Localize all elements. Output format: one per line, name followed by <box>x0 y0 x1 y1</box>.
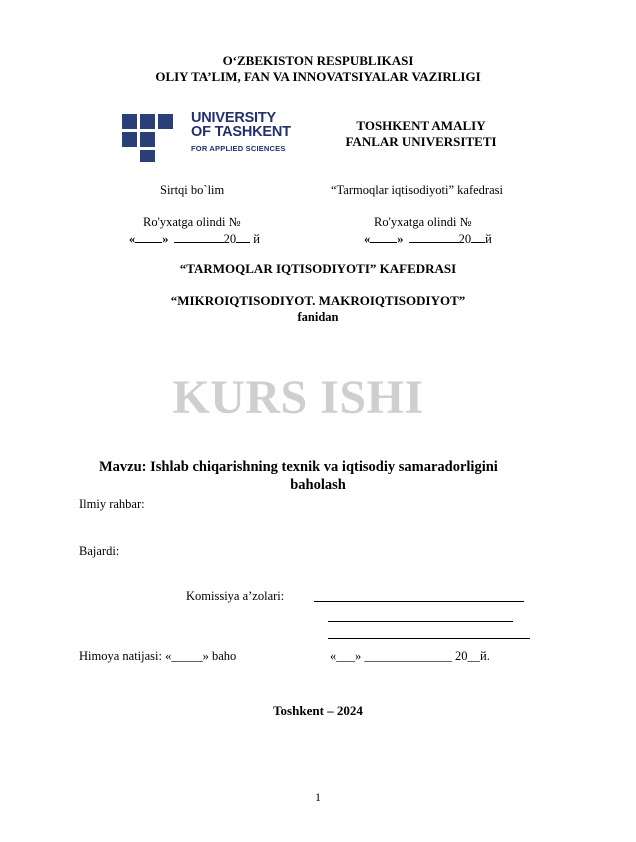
commission-line-2 <box>328 621 513 622</box>
right-dept: “Tarmoqlar iqtisodiyoti” kafedrasi <box>331 183 503 197</box>
defense-date: «___» ______________ 20__й. <box>330 649 490 663</box>
university-name-2: FANLAR UNIVERSITETI <box>345 134 497 149</box>
defense-result: Himoya natijasi: «_____» baho <box>79 649 237 663</box>
commission-label: Komissiya a’zolari: <box>186 589 285 603</box>
logo-wordmark <box>191 110 291 161</box>
subject-title: “MIKROIQTISODIYOT. MAKROIQTISODIYOT” <box>170 293 466 308</box>
left-date: « » 20 й <box>129 232 260 246</box>
topic-label: Mavzu: <box>99 459 147 475</box>
topic-text-1: Ishlab chiqarishning texnik va iqtisodiy samaradorligini <box>150 459 498 475</box>
topic-line-2: baholash <box>290 477 346 493</box>
kafedra-title: “TARMOQLAR IQTISODIYOTI” KAFEDRASI <box>179 261 457 276</box>
ministry-line-1: O‘ZBEKISTON RESPUBLIKASI <box>222 53 414 68</box>
logo-squares-icon <box>122 114 178 162</box>
subject-caption: fanidan <box>297 310 339 324</box>
performer-label: Bajardi: <box>79 544 120 558</box>
page-number: 1 <box>315 790 321 804</box>
right-registered: Ro'yxatga olindi № <box>374 215 472 229</box>
commission-line-1 <box>314 601 524 602</box>
city-year: Toshkent – 2024 <box>273 703 363 718</box>
logo-line-3: FOR APPLIED SCIENCES <box>191 144 286 153</box>
logo-line-2: OF TASHKENT <box>191 124 291 140</box>
left-registered: Ro'yxatga olindi № <box>143 215 241 229</box>
right-date: « » 20 й <box>364 232 492 246</box>
commission-line-3 <box>328 638 530 639</box>
document-title: KURS ISHI <box>172 371 424 424</box>
university-name-1: TOSHKENT AMALIY <box>356 118 486 133</box>
ministry-line-2: OLIY TA’LIM, FAN VA INNOVATSIYALAR VAZIRLIGI <box>155 69 481 84</box>
supervisor-label: Ilmiy rahbar: <box>79 497 145 511</box>
logo-line-1: UNIVERSITY <box>191 110 277 126</box>
topic-line-1 <box>99 458 498 476</box>
left-dept: Sirtqi bo`lim <box>160 183 225 197</box>
